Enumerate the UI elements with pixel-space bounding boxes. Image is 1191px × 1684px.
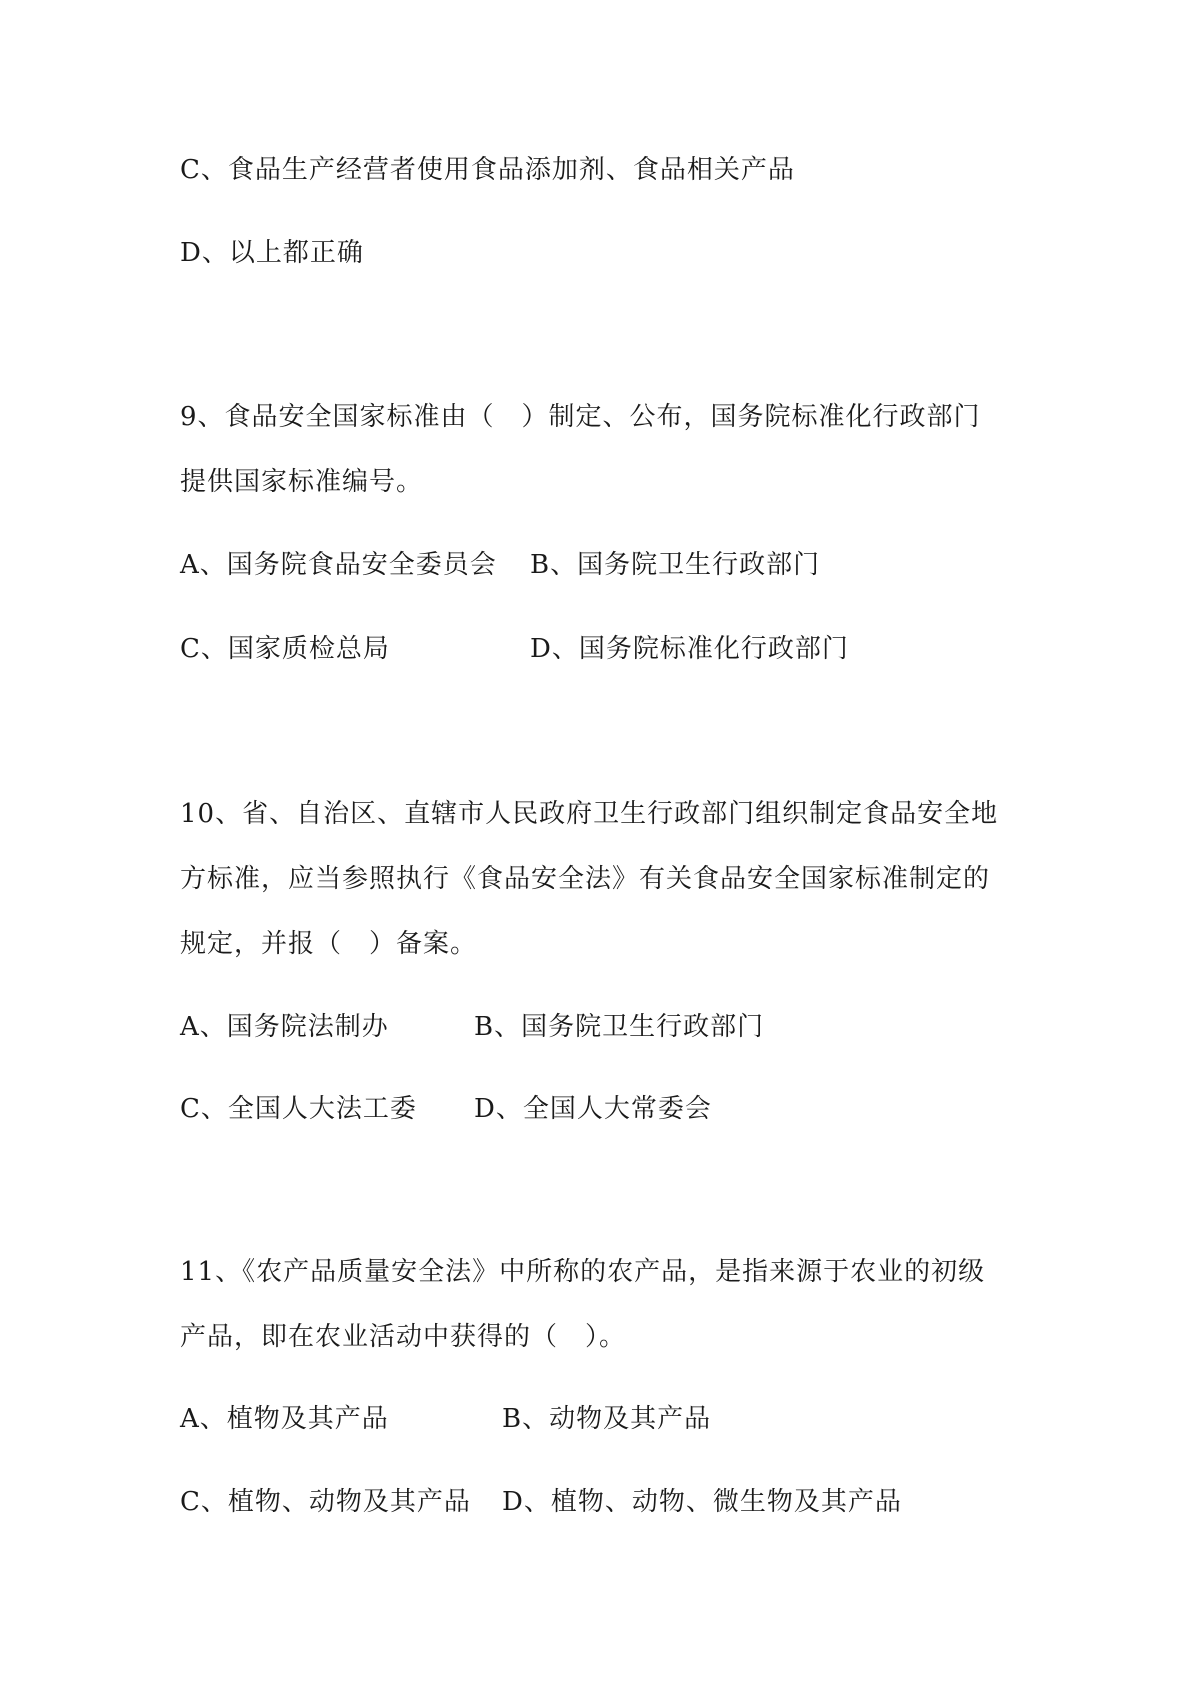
q10-option-a: A、国务院法制办 bbox=[180, 1012, 389, 1042]
q8-option-c: C、食品生产经营者使用食品添加剂、食品相关产品 bbox=[180, 155, 795, 185]
q10-option-d: D、全国人大常委会 bbox=[474, 1094, 712, 1124]
q10-option-b: B、国务院卫生行政部门 bbox=[474, 1012, 765, 1042]
q10-option-c: C、全国人大法工委 bbox=[180, 1094, 417, 1124]
q9-stem-line2: 提供国家标准编号。 bbox=[180, 467, 424, 497]
q11-option-d: D、植物、动物、微生物及其产品 bbox=[502, 1487, 902, 1517]
q11-option-a: A、植物及其产品 bbox=[180, 1404, 389, 1434]
q11-stem-line1: 11、《农产品质量安全法》中所称的农产品，是指来源于农业的初级 bbox=[180, 1257, 986, 1287]
q8-option-d: D、以上都正确 bbox=[180, 238, 364, 268]
q9-stem-line1: 9、食品安全国家标准由（ ）制定、公布，国务院标准化行政部门 bbox=[180, 402, 981, 432]
q10-stem-line1: 10、省、自治区、直辖市人民政府卫生行政部门组织制定食品安全地 bbox=[180, 799, 999, 829]
q11-option-c: C、植物、动物及其产品 bbox=[180, 1487, 471, 1517]
q10-stem-line3: 规定，并报（ ）备案。 bbox=[180, 929, 478, 959]
q11-stem-line2: 产品，即在农业活动中获得的（ ）。 bbox=[180, 1322, 627, 1352]
q9-option-b: B、国务院卫生行政部门 bbox=[530, 550, 821, 580]
q9-option-a: A、国务院食品安全委员会 bbox=[180, 550, 497, 580]
q10-stem-line2: 方标准，应当参照执行《食品安全法》有关食品安全国家标准制定的 bbox=[180, 864, 991, 894]
q11-option-b: B、动物及其产品 bbox=[502, 1404, 712, 1434]
q9-option-c: C、国家质检总局 bbox=[180, 634, 390, 664]
q9-option-d: D、国务院标准化行政部门 bbox=[530, 634, 849, 664]
